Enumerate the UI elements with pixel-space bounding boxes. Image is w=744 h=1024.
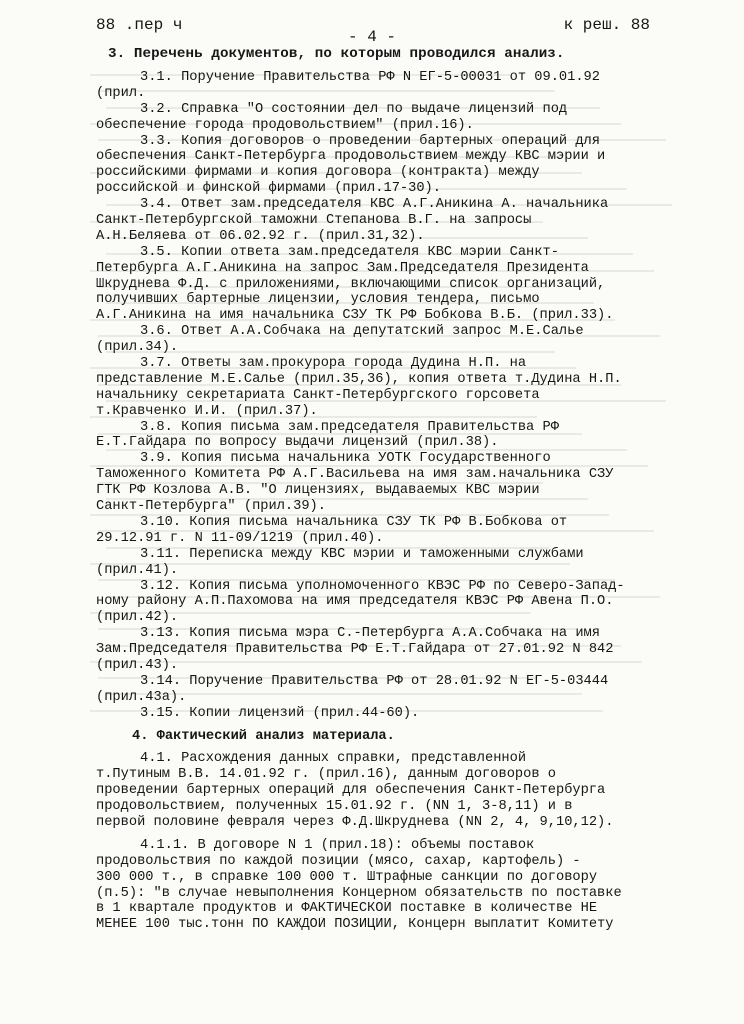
text-line: 3.3. Копия договоров о проведении бартерных операций для <box>140 133 600 149</box>
text-line: Санкт-Петербурга" (прил.39). <box>96 499 326 515</box>
text-line: начальнику секретариата Санкт-Петербургского горсовета <box>96 387 540 403</box>
text-line: ному району А.П.Пахомова на имя председателя КВЭС РФ Авена П.О. <box>96 594 614 610</box>
text-line: обеспечение города продовольствием" (прил.16). <box>96 117 474 133</box>
section-heading: 4. Фактический анализ материала. <box>132 728 395 744</box>
text-line: 3.1. Поручение Правительства РФ N ЕГ-5-00031 от 09.01.92 <box>140 70 600 85</box>
text-line: 3.6. Ответ А.А.Собчака на депутатский запрос М.Е.Салье <box>140 324 584 340</box>
text-line: 3.7. Ответы зам.прокурора города Дудина Н.П. на <box>140 356 527 372</box>
document-body <box>96 70 670 933</box>
text-line: российскими фирмами и копия договора (контракта) между <box>96 165 540 181</box>
text-line: проведении бартерных операций для обеспечения Санкт-Петербурга <box>96 783 606 799</box>
text-line: т.Путиным В.В. 14.01.92 г. (прил.16), данным договоров о <box>96 767 556 783</box>
text-line: Санкт-Петербургской таможни Степанова В.Г. на запросы <box>96 213 532 229</box>
text-line: 4.1. Расхождения данных справки, представленной <box>140 751 527 767</box>
text-line: т.Кравченко И.И. (прил.37). <box>96 403 318 419</box>
text-line: продовольствия по каждой позиции (мясо, сахар, картофель) - <box>96 853 581 869</box>
text-line: А.Г.Аникина на имя начальника СЗУ ТК РФ Бобкова В.Б. (прил.33). <box>96 308 614 324</box>
text-line: 3.9. Копия письма начальника УОТК Государственного <box>140 451 551 467</box>
text-line: А.Н.Беляева от 06.02.92 г. (прил.31,32). <box>96 228 425 244</box>
text-line: получивших бартерные лицензии, условия тендера, письмо <box>96 292 540 308</box>
text-line: 29.12.91 г. N 11-09/1219 (прил.40). <box>96 530 384 546</box>
text-line: 3.14. Поручение Правительства РФ от 28.01.92 N ЕГ-5-03444 <box>140 673 609 689</box>
text-line: 3.15. Копии лицензий (прил.44-60). <box>140 705 420 721</box>
text-line: ГТК РФ Козлова А.В. "О лицензиях, выдаваемых КВС мэрии <box>96 483 540 499</box>
text-line: Петербурга А.Г.Аникина на запрос Зам.Председателя Президента <box>96 260 589 276</box>
text-line: обеспечения Санкт-Петербурга продовольствием между КВС мэрии и <box>96 149 606 165</box>
text-line: Шкруднева Ф.Д. с приложениями, включающими список организаций, <box>96 276 606 292</box>
text-line: 3.5. Копии ответа зам.председателя КВС мэрии Санкт- <box>140 244 559 260</box>
text-line: в 1 квартале продуктов и ФАКТИЧЕСКОЙ поставке в количестве НЕ <box>96 901 598 917</box>
text-line: 3.12. Копия письма уполномоченного КВЭС РФ по Северо-Запад- <box>140 578 625 594</box>
section-heading: 3. Перечень документов, по которым проводился анализ. <box>108 46 565 62</box>
text-line: Зам.Председателя Правительства РФ Е.Т.Гайдара от 27.01.92 N 842 <box>96 642 614 658</box>
text-line: МЕНЕЕ 100 тыс.тонн ПО КАЖДОЙ ПОЗИЦИИ, Концерн выплатит Комитету <box>96 917 614 933</box>
text-line: 3.10. Копия письма начальника СЗУ ТК РФ В.Бобкова от <box>140 514 568 530</box>
text-line: 3.11. Переписка между КВС мэрии и таможенными службами <box>140 546 584 562</box>
text-line: 300 000 т., в справке 100 000 т. Штрафные санкции по договору <box>96 869 598 885</box>
text-line: Таможенного Комитета РФ А.Г.Васильева на имя зам.начальника СЗУ <box>96 467 614 483</box>
text-line: (прил. <box>96 85 146 101</box>
header-left-note: 88 .пер ч <box>96 16 183 34</box>
page-number: - 4 - <box>347 28 396 46</box>
text-line: российской и финской фирмами (прил.17-30). <box>96 181 441 197</box>
text-line: (п.5): "в случае невыполнения Концерном обязательств по поставке <box>96 885 622 901</box>
text-line: 3.8. Копия письма зам.председателя Правительства РФ <box>140 419 559 435</box>
text-line: (прил.43). <box>96 657 179 673</box>
text-line: 3.4. Ответ зам.председателя КВС А.Г.Аникина А. начальника <box>140 197 609 213</box>
text-line: (прил.42). <box>96 610 179 626</box>
text-line: представление М.Е.Салье (прил.35,36), копия ответа т.Дудина Н.П. <box>96 371 622 387</box>
spacer <box>96 744 670 751</box>
header-right-note: к реш. 88 <box>563 16 650 34</box>
text-line: первой половине февраля через Ф.Д.Шкруднева (NN 2, 4, 9,10,12). <box>96 814 614 830</box>
text-line: 4.1.1. В договоре N 1 (прил.18): объемы поставок <box>140 837 535 853</box>
text-line: (прил.41). <box>96 562 179 578</box>
text-line: 3.13. Копия письма мэра С.-Петербурга А.А.Собчака на имя <box>140 626 600 642</box>
text-line: 3.2. Справка "О состоянии дел по выдаче лицензий под <box>140 101 568 117</box>
text-line: продовольствием, полученных 15.01.92 г. (NN 1, 3-8,11) и в <box>96 799 573 815</box>
text-line: Е.Т.Гайдара по вопросу выдачи лицензий (прил.38). <box>96 435 499 451</box>
spacer <box>96 722 670 729</box>
spacer <box>96 831 670 838</box>
text-line: (прил.34). <box>96 340 179 356</box>
text-line: (прил.43а). <box>96 689 187 705</box>
